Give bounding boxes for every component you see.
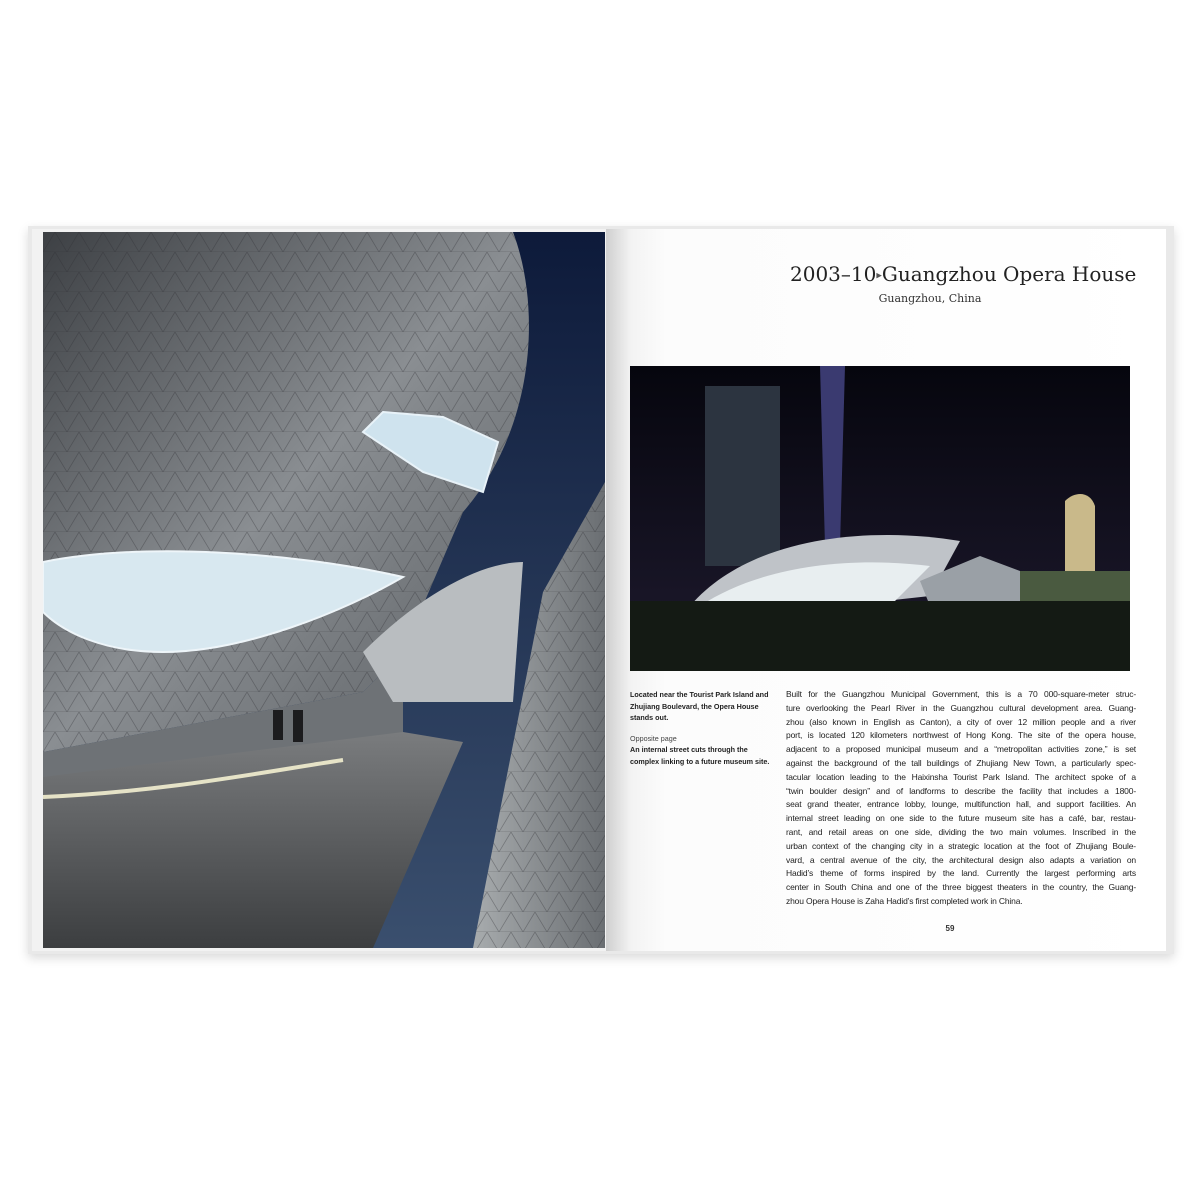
body-line: “twin boulder design” and of landforms to describe the facility that includes a 1800- — [786, 785, 1136, 796]
photo-captions — [630, 689, 775, 767]
body-line: Built for the Guangzhou Municipal Government, this is a 70 000-square-meter struc- — [786, 689, 1136, 699]
body-line: against the background of the tall buildings of Zhujiang New Town, a particularly spec- — [786, 757, 1136, 768]
opera-house-night-photo — [630, 366, 1130, 671]
body-line: internal street leading on one side to the future museum site has a café, bar, restau- — [786, 813, 1136, 824]
body-line: adjacent to a proposed municipal museum and a “metropolitan activities zone,” is set — [786, 744, 1136, 755]
body-line: zhou (also known in English as Canton), a city of over 12 million people and a river — [786, 716, 1136, 727]
page-subtitle: Guangzhou, China — [878, 292, 982, 305]
body-line: urban context of the changing city in a strategic location at the foot of Zhujiang Boule- — [786, 840, 1136, 851]
page-title — [790, 262, 1170, 288]
body-line: center in South China and one of the three biggest theaters in the country, the Guang- — [786, 882, 1136, 893]
body-line: zhou Opera House is Zaha Hadid’s first completed work in China. — [786, 895, 1023, 906]
body-line: seat grand theater, entrance lobby, lounge, multifunction hall, and support facilities. An — [786, 799, 1136, 810]
body-line: port, is located 120 kilometers northwest of Hong Kong. The site of the opera house, — [786, 730, 1136, 741]
body-line: ture overlooking the Pearl River in the Guangzhou cultural development area. Guang- — [786, 702, 1136, 713]
body-line: vard, a central avenue of the city, the architectural design also adapts a variation on — [786, 854, 1136, 865]
opera-house-street-photo — [43, 232, 605, 948]
caption-label: Opposite page — [630, 733, 677, 743]
title-name: Guangzhou Opera House — [881, 262, 1137, 286]
arrow-icon: ▸ — [876, 268, 882, 282]
body-line: Hadid’s theme of forms inspired by the land. Currently the largest performing arts — [786, 868, 1136, 879]
title-years: 2003–10 — [790, 262, 877, 286]
caption-top-photo: Located near the Tourist Park Island and Zhujiang Boulevard, the Opera House stands out. — [630, 690, 769, 722]
body-line: tacular location leading to the Haixinsha Tourist Park Island. The architect spoke of a — [786, 771, 1136, 782]
body-text — [786, 688, 1136, 909]
caption-opposite-photo: An internal street cuts through the complex linking to a future museum site. — [630, 745, 770, 766]
body-line: rant, and retail areas on one side, dividing the two main volumes. Inscribed in the — [786, 826, 1136, 837]
page-number: 59 — [945, 924, 955, 933]
